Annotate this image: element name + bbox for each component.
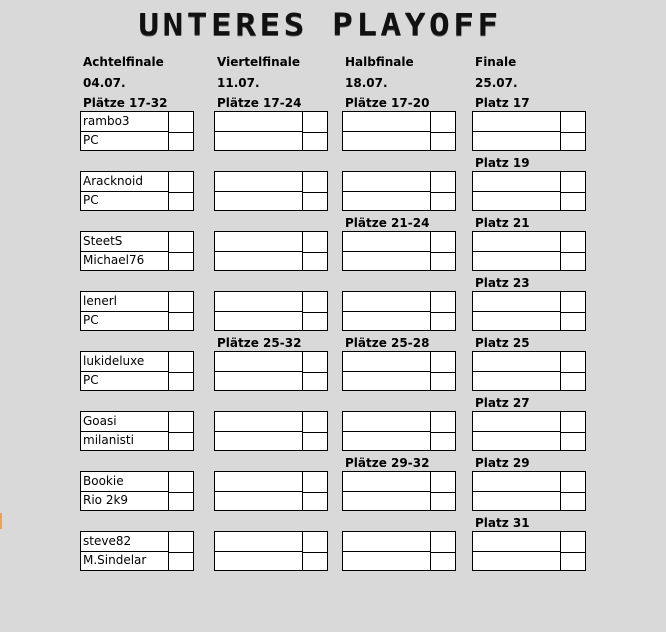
qf-match-7 — [214, 471, 328, 511]
score-cell[interactable] — [169, 352, 193, 373]
score-cell[interactable] — [561, 532, 585, 553]
score-cell[interactable] — [561, 551, 585, 571]
score-cell[interactable] — [169, 232, 193, 253]
player-slot[interactable] — [215, 292, 303, 312]
player-slot[interactable] — [473, 431, 561, 451]
score-cell[interactable] — [169, 532, 193, 553]
score-cell[interactable] — [431, 371, 455, 391]
sf-places-25-28: Plätze 25-28 — [345, 336, 430, 350]
player-slot[interactable] — [343, 472, 431, 492]
player-name[interactable]: Bookie — [81, 472, 169, 492]
score-cell[interactable] — [303, 232, 327, 253]
player-name[interactable]: lukideluxe — [81, 352, 169, 372]
score-cell[interactable] — [169, 472, 193, 493]
final-place-29: Platz 29 — [475, 456, 530, 470]
sf-match-4 — [342, 291, 456, 331]
qf-match-6 — [214, 411, 328, 451]
player-slot[interactable] — [215, 251, 303, 271]
round-places-qf: Plätze 17-24 — [217, 96, 302, 110]
player-slot[interactable] — [215, 172, 303, 192]
player-slot[interactable] — [215, 352, 303, 372]
player-slot[interactable] — [343, 532, 431, 552]
score-cell[interactable] — [561, 412, 585, 433]
score-cell[interactable] — [431, 491, 455, 511]
score-cell[interactable] — [431, 412, 455, 433]
player-slot[interactable] — [473, 371, 561, 391]
player-slot[interactable] — [473, 172, 561, 192]
player-slot[interactable] — [473, 131, 561, 151]
score-cell[interactable] — [561, 131, 585, 151]
score-cell[interactable] — [561, 431, 585, 451]
score-cell[interactable] — [431, 292, 455, 313]
score-cell[interactable] — [303, 491, 327, 511]
final-place-27: Platz 27 — [475, 396, 530, 410]
player-slot[interactable] — [215, 232, 303, 252]
player-slot[interactable] — [215, 311, 303, 331]
r16-match-5 — [80, 351, 194, 391]
score-cell[interactable] — [169, 431, 193, 451]
player-slot[interactable] — [215, 551, 303, 571]
player-slot[interactable] — [215, 472, 303, 492]
player-slot[interactable] — [343, 292, 431, 312]
score-cell[interactable] — [431, 472, 455, 493]
player-slot[interactable] — [215, 491, 303, 511]
r16-match-2 — [80, 171, 194, 211]
score-cell[interactable] — [303, 172, 327, 193]
player-name[interactable]: PC — [81, 191, 169, 211]
player-slot[interactable] — [343, 251, 431, 271]
score-cell[interactable] — [431, 112, 455, 133]
score-cell[interactable] — [561, 172, 585, 193]
player-name[interactable]: lenerl — [81, 292, 169, 312]
round-places-sf: Plätze 17-20 — [345, 96, 430, 110]
player-slot[interactable] — [473, 191, 561, 211]
player-slot[interactable] — [215, 131, 303, 151]
score-cell[interactable] — [303, 311, 327, 331]
score-cell[interactable] — [561, 292, 585, 313]
score-cell[interactable] — [431, 431, 455, 451]
qf-match-1 — [214, 111, 328, 151]
player-slot[interactable] — [473, 232, 561, 252]
score-cell[interactable] — [169, 311, 193, 331]
qf-match-5 — [214, 351, 328, 391]
round-name-r16: Achtelfinale — [83, 55, 164, 69]
player-name[interactable]: rambo3 — [81, 112, 169, 132]
score-cell[interactable] — [431, 251, 455, 271]
score-cell[interactable] — [169, 412, 193, 433]
player-slot[interactable] — [473, 551, 561, 571]
sf-match-5 — [342, 351, 456, 391]
final-place-19: Platz 19 — [475, 156, 530, 170]
final-match-5 — [472, 351, 586, 391]
score-cell[interactable] — [169, 491, 193, 511]
score-cell[interactable] — [561, 311, 585, 331]
score-cell[interactable] — [431, 131, 455, 151]
final-match-6 — [472, 411, 586, 451]
score-cell[interactable] — [169, 292, 193, 313]
score-cell[interactable] — [561, 371, 585, 391]
final-match-7 — [472, 471, 586, 511]
player-slot[interactable] — [343, 431, 431, 451]
player-slot[interactable] — [473, 112, 561, 132]
qf-match-8 — [214, 531, 328, 571]
sf-match-8 — [342, 531, 456, 571]
score-cell[interactable] — [169, 131, 193, 151]
score-cell[interactable] — [303, 131, 327, 151]
player-name[interactable]: Goasi — [81, 412, 169, 432]
qf-places-25-32: Plätze 25-32 — [217, 336, 302, 350]
score-cell[interactable] — [169, 191, 193, 211]
sf-match-6 — [342, 411, 456, 451]
score-cell[interactable] — [561, 472, 585, 493]
qf-match-2 — [214, 171, 328, 211]
round-name-final: Finale — [475, 55, 517, 69]
final-place-25: Platz 25 — [475, 336, 530, 350]
player-slot[interactable] — [473, 412, 561, 432]
player-slot[interactable] — [215, 412, 303, 432]
player-name[interactable]: Aracknoid — [81, 172, 169, 192]
player-slot[interactable] — [215, 191, 303, 211]
score-cell[interactable] — [303, 412, 327, 433]
player-slot[interactable] — [343, 172, 431, 192]
player-name[interactable]: PC — [81, 131, 169, 151]
player-slot[interactable] — [343, 352, 431, 372]
player-slot[interactable] — [343, 131, 431, 151]
player-slot[interactable] — [473, 352, 561, 372]
player-slot[interactable] — [473, 472, 561, 492]
player-slot[interactable] — [343, 491, 431, 511]
player-slot[interactable] — [343, 112, 431, 132]
player-slot[interactable] — [215, 371, 303, 391]
sf-match-2 — [342, 171, 456, 211]
final-place-21: Platz 21 — [475, 216, 530, 230]
score-cell[interactable] — [303, 292, 327, 313]
round-date-r16: 04.07. — [83, 76, 126, 90]
sf-match-1 — [342, 111, 456, 151]
player-slot[interactable] — [215, 112, 303, 132]
round-name-sf: Halbfinale — [345, 55, 414, 69]
r16-match-7 — [80, 471, 194, 511]
sf-match-3 — [342, 231, 456, 271]
player-slot[interactable] — [215, 431, 303, 451]
round-name-qf: Viertelfinale — [217, 55, 301, 69]
score-cell[interactable] — [561, 191, 585, 211]
player-name[interactable]: PC — [81, 311, 169, 331]
score-cell[interactable] — [431, 232, 455, 253]
player-slot[interactable] — [343, 412, 431, 432]
player-name[interactable]: PC — [81, 371, 169, 391]
r16-match-6 — [80, 411, 194, 451]
player-slot[interactable] — [473, 491, 561, 511]
score-cell[interactable] — [561, 112, 585, 133]
score-cell[interactable] — [431, 172, 455, 193]
player-slot[interactable] — [343, 191, 431, 211]
score-cell[interactable] — [561, 491, 585, 511]
r16-match-3 — [80, 231, 194, 271]
score-cell[interactable] — [303, 551, 327, 571]
qf-match-4 — [214, 291, 328, 331]
player-slot[interactable] — [343, 551, 431, 571]
sf-places-21-24: Plätze 21-24 — [345, 216, 430, 230]
score-cell[interactable] — [169, 251, 193, 271]
final-place-23: Platz 23 — [475, 276, 530, 290]
final-place-31: Platz 31 — [475, 516, 530, 530]
score-cell[interactable] — [431, 311, 455, 331]
score-cell[interactable] — [303, 472, 327, 493]
player-name[interactable]: milanisti — [81, 431, 169, 451]
score-cell[interactable] — [169, 551, 193, 571]
final-match-3 — [472, 231, 586, 271]
score-cell[interactable] — [303, 431, 327, 451]
round-date-sf: 18.07. — [345, 76, 388, 90]
score-cell[interactable] — [303, 371, 327, 391]
score-cell[interactable] — [561, 251, 585, 271]
score-cell[interactable] — [561, 232, 585, 253]
player-slot[interactable] — [473, 311, 561, 331]
score-cell[interactable] — [431, 551, 455, 571]
player-name[interactable]: SteetS — [81, 232, 169, 252]
final-match-8 — [472, 531, 586, 571]
score-cell[interactable] — [303, 112, 327, 133]
round-places-r16: Plätze 17-32 — [83, 96, 168, 110]
round-date-final: 25.07. — [475, 76, 518, 90]
player-slot[interactable] — [473, 251, 561, 271]
r16-match-1 — [80, 111, 194, 151]
score-cell[interactable] — [561, 352, 585, 373]
player-slot[interactable] — [343, 371, 431, 391]
score-cell[interactable] — [431, 532, 455, 553]
final-match-2 — [472, 171, 586, 211]
score-cell[interactable] — [431, 352, 455, 373]
qf-match-3 — [214, 231, 328, 271]
round-places-final: Platz 17 — [475, 96, 530, 110]
round-date-qf: 11.07. — [217, 76, 260, 90]
final-match-1 — [472, 111, 586, 151]
score-cell[interactable] — [303, 352, 327, 373]
player-slot[interactable] — [343, 311, 431, 331]
r16-match-8 — [80, 531, 194, 571]
player-name[interactable]: M.Sindelar — [81, 551, 169, 571]
cell-selection-marker — [0, 513, 2, 529]
final-match-4 — [472, 291, 586, 331]
player-slot[interactable] — [215, 532, 303, 552]
player-name[interactable]: steve82 — [81, 532, 169, 552]
score-cell[interactable] — [169, 172, 193, 193]
player-slot[interactable] — [473, 532, 561, 552]
score-cell[interactable] — [431, 191, 455, 211]
player-name[interactable]: Rio 2k9 — [81, 491, 169, 511]
player-slot[interactable] — [473, 292, 561, 312]
score-cell[interactable] — [169, 371, 193, 391]
score-cell[interactable] — [169, 112, 193, 133]
sf-places-29-32: Plätze 29-32 — [345, 456, 430, 470]
page-title: UNTERES PLAYOFF — [138, 8, 502, 43]
player-slot[interactable] — [343, 232, 431, 252]
score-cell[interactable] — [303, 191, 327, 211]
player-name[interactable]: Michael76 — [81, 251, 169, 271]
r16-match-4 — [80, 291, 194, 331]
score-cell[interactable] — [303, 532, 327, 553]
score-cell[interactable] — [303, 251, 327, 271]
sf-match-7 — [342, 471, 456, 511]
